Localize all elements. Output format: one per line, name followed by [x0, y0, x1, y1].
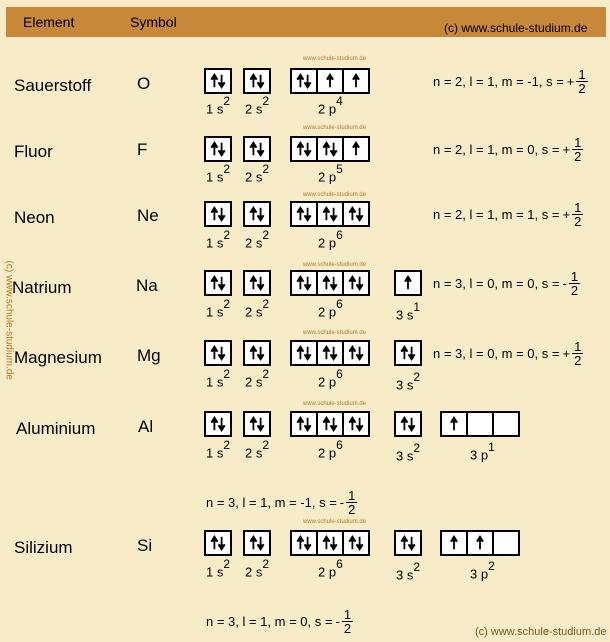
watermark: www.schule-studium.de — [303, 519, 367, 525]
orbital-2p-orbital-2 — [316, 201, 344, 227]
label-1s-text: 1 s — [206, 169, 224, 185]
spin-sign: - — [339, 495, 345, 510]
orbital-3s-orbital-1 — [394, 270, 422, 296]
orbital-3p-orbital-1 — [440, 411, 468, 437]
electron-pair-arrows-icon — [294, 72, 314, 90]
spin-numerator: 1 — [578, 67, 586, 82]
quantum-numbers-text: n = 2, l = 1, m = 0, s = — [433, 142, 560, 157]
spin-denominator: 2 — [570, 283, 579, 298]
label-3s-exponent: 2 — [413, 441, 421, 455]
label-3s-exponent: 2 — [413, 560, 421, 574]
label-1s-text: 1 s — [206, 304, 224, 320]
label-3p — [470, 559, 495, 582]
orbital-3p-orbital-1 — [440, 530, 468, 556]
electron-pair-arrows-icon — [208, 534, 228, 552]
label-2p — [318, 228, 343, 251]
orbital-2s — [243, 411, 271, 437]
spin-numerator: 1 — [348, 488, 356, 503]
orbital-1s-orbital-1 — [204, 136, 232, 162]
label-2s — [245, 438, 270, 461]
header-copyright: (c) www.schule-studium.de — [444, 21, 588, 35]
label-2p-text: 2 p — [318, 564, 337, 580]
electron-pair-arrows-icon — [208, 72, 228, 90]
quantum-numbers-text: n = 3, l = 1, m = 0, s = — [206, 614, 333, 629]
orbital-2p-orbital-1 — [290, 530, 318, 556]
quantum-numbers — [433, 201, 583, 228]
label-1s — [206, 94, 231, 117]
orbital-2s-orbital-1 — [243, 136, 271, 162]
orbital-1s-orbital-1 — [204, 201, 232, 227]
label-2s — [245, 94, 270, 117]
label-3s-exponent: 1 — [413, 300, 421, 314]
orbital-2s-orbital-1 — [243, 411, 271, 437]
watermark: www.schule-studium.de — [303, 330, 367, 336]
label-2p-text: 2 p — [318, 101, 337, 117]
orbital-3p — [440, 411, 520, 437]
label-2p-exponent: 6 — [336, 557, 343, 571]
element-name: Aluminium — [16, 419, 96, 438]
electron-pair-arrows-icon — [320, 534, 340, 552]
label-1s-text: 1 s — [206, 445, 224, 461]
electron-pair-arrows-icon — [346, 534, 366, 552]
label-2s-text: 2 s — [245, 169, 263, 185]
orbital-2p — [290, 68, 370, 94]
electron-pair-arrows-icon — [208, 415, 228, 433]
table-header — [6, 7, 606, 37]
orbital-1s-orbital-1 — [204, 340, 232, 366]
label-2p — [318, 367, 343, 390]
label-2p-exponent: 4 — [336, 94, 343, 108]
orbital-2p-orbital-2 — [316, 68, 344, 94]
orbital-1s — [204, 530, 232, 556]
spin-denominator: 2 — [343, 621, 352, 636]
orbital-1s — [204, 201, 232, 227]
electron-pair-arrows-icon — [398, 415, 418, 433]
quantum-numbers — [433, 270, 580, 297]
spin-fraction — [576, 68, 587, 95]
label-1s-exponent: 2 — [223, 94, 231, 108]
label-1s-exponent: 2 — [223, 438, 231, 452]
element-name: Magnesium — [14, 348, 102, 367]
orbital-2p-orbital-3 — [342, 201, 370, 227]
orbital-2s-orbital-1 — [243, 68, 271, 94]
label-2s-exponent: 2 — [262, 367, 270, 381]
label-3s-text: 3 s — [396, 307, 414, 323]
orbital-3s-orbital-1 — [394, 411, 422, 437]
electron-pair-arrows-icon — [346, 344, 366, 362]
orbital-2p — [290, 340, 370, 366]
orbital-2p — [290, 530, 370, 556]
quantum-numbers — [206, 489, 357, 516]
element-symbol: Na — [136, 276, 158, 295]
spin-denominator: 2 — [574, 214, 582, 229]
label-1s-text: 1 s — [206, 101, 224, 117]
spin-fraction — [342, 608, 353, 635]
label-1s-exponent: 2 — [223, 367, 231, 381]
electron-pair-arrows-icon — [346, 205, 366, 223]
label-2s-exponent: 2 — [262, 438, 270, 452]
electron-up-arrow-icon — [444, 415, 464, 433]
label-2p-text: 2 p — [318, 374, 337, 390]
label-3p-exponent: 2 — [488, 559, 495, 573]
spin-sign: + — [562, 142, 571, 157]
label-2p-exponent: 6 — [336, 438, 343, 452]
orbital-3s-orbital-1 — [394, 340, 422, 366]
label-1s — [206, 438, 231, 461]
element-name: Fluor — [14, 142, 53, 161]
orbital-2s — [243, 530, 271, 556]
label-3p — [470, 440, 495, 463]
orbital-2s — [243, 340, 271, 366]
orbital-3s-orbital-1 — [394, 530, 422, 556]
element-name: Natrium — [12, 278, 72, 297]
orbital-1s — [204, 136, 232, 162]
element-symbol: Mg — [137, 346, 161, 365]
label-1s — [206, 557, 231, 580]
watermark: www.schule-studium.de — [303, 56, 367, 62]
electron-up-arrow-icon — [398, 274, 418, 292]
label-2p-text: 2 p — [318, 304, 337, 320]
label-1s — [206, 297, 231, 320]
element-symbol: F — [137, 140, 148, 159]
electron-up-arrow-icon — [444, 534, 464, 552]
orbital-3s — [394, 340, 422, 366]
label-3p-text: 3 p — [470, 447, 489, 463]
spin-sign: + — [566, 74, 575, 89]
element-symbol: Al — [138, 417, 154, 436]
electron-pair-arrows-icon — [247, 344, 267, 362]
orbital-3p-orbital-2 — [466, 530, 494, 556]
orbital-1s-orbital-1 — [204, 411, 232, 437]
orbital-2p-orbital-2 — [316, 340, 344, 366]
label-2p-exponent: 6 — [336, 228, 343, 242]
electron-up-arrow-icon — [346, 72, 366, 90]
label-2p — [318, 557, 343, 580]
spin-fraction — [346, 489, 357, 516]
label-1s-text: 1 s — [206, 564, 224, 580]
label-2s-exponent: 2 — [262, 94, 270, 108]
orbital-2p-orbital-1 — [290, 340, 318, 366]
label-2s-exponent: 2 — [262, 228, 270, 242]
orbital-2s-orbital-1 — [243, 530, 271, 556]
label-2s-text: 2 s — [245, 235, 263, 251]
label-2s-text: 2 s — [245, 564, 263, 580]
spin-sign: - — [335, 614, 340, 629]
quantum-numbers — [433, 68, 588, 95]
quantum-numbers — [206, 608, 353, 635]
label-2p — [318, 438, 343, 461]
label-2p — [318, 94, 343, 117]
electron-up-arrow-icon — [320, 72, 340, 90]
orbital-2s-orbital-1 — [243, 340, 271, 366]
electron-pair-arrows-icon — [398, 344, 418, 362]
orbital-2p-orbital-1 — [290, 68, 318, 94]
watermark: www.schule-studium.de — [303, 125, 367, 131]
electron-pair-arrows-icon — [208, 344, 228, 362]
electron-pair-arrows-icon — [320, 344, 340, 362]
label-2s-exponent: 2 — [262, 162, 270, 176]
orbital-2p-orbital-2 — [316, 270, 344, 296]
spin-fraction — [572, 201, 583, 228]
element-name: Neon — [14, 208, 55, 227]
electron-pair-arrows-icon — [247, 140, 267, 158]
label-2p — [318, 297, 343, 320]
spin-numerator: 1 — [574, 339, 582, 354]
spin-sign: + — [562, 207, 571, 222]
orbital-2p-orbital-1 — [290, 411, 318, 437]
orbital-3p-orbital-3 — [492, 530, 520, 556]
label-1s — [206, 228, 231, 251]
spin-sign: - — [562, 276, 567, 291]
spin-fraction — [569, 270, 580, 297]
orbital-2p-orbital-3 — [342, 340, 370, 366]
orbital-2p-orbital-1 — [290, 201, 318, 227]
element-symbol: O — [137, 74, 151, 93]
side-watermark: (c) www.schule-studium.de — [3, 260, 15, 380]
electron-pair-arrows-icon — [247, 534, 267, 552]
label-2p-exponent: 5 — [336, 162, 343, 176]
label-2s — [245, 297, 270, 320]
label-1s — [206, 367, 231, 390]
spin-numerator: 1 — [574, 200, 582, 215]
electron-pair-arrows-icon — [320, 205, 340, 223]
element-symbol: Si — [137, 536, 153, 555]
label-2s-text: 2 s — [245, 101, 263, 117]
label-1s — [206, 162, 231, 185]
orbital-2s-orbital-1 — [243, 270, 271, 296]
label-3s-exponent: 2 — [413, 370, 421, 384]
orbital-1s — [204, 411, 232, 437]
label-2s-exponent: 2 — [262, 297, 270, 311]
orbital-2p-orbital-3 — [342, 136, 370, 162]
label-2s-text: 2 s — [245, 374, 263, 390]
orbital-2p-orbital-2 — [316, 411, 344, 437]
electron-up-arrow-icon — [346, 140, 366, 158]
spin-numerator: 1 — [574, 135, 582, 150]
orbital-2s — [243, 68, 271, 94]
electron-pair-arrows-icon — [208, 205, 228, 223]
spin-fraction — [572, 340, 583, 367]
watermark: www.schule-studium.de — [303, 401, 367, 407]
column-header-element: Element — [23, 14, 75, 30]
electron-pair-arrows-icon — [294, 205, 314, 223]
orbital-1s-orbital-1 — [204, 68, 232, 94]
electron-pair-arrows-icon — [346, 415, 366, 433]
electron-pair-arrows-icon — [208, 274, 228, 292]
electron-pair-arrows-icon — [294, 415, 314, 433]
element-name: Silizium — [14, 538, 73, 557]
label-3s-text: 3 s — [396, 567, 414, 583]
quantum-numbers-text: n = 3, l = 0, m = 0, s = — [433, 346, 560, 361]
electron-pair-arrows-icon — [247, 415, 267, 433]
orbital-3s — [394, 270, 422, 296]
label-3s — [396, 560, 421, 583]
quantum-numbers-text: n = 2, l = 1, m = -1, s = — [433, 74, 564, 89]
orbital-2p — [290, 201, 370, 227]
orbital-2s — [243, 270, 271, 296]
electron-pair-arrows-icon — [247, 205, 267, 223]
orbital-2p-orbital-3 — [342, 68, 370, 94]
spin-numerator: 1 — [570, 269, 579, 284]
element-name: Sauerstoff — [14, 76, 92, 95]
spin-denominator: 2 — [574, 149, 582, 164]
electron-pair-arrows-icon — [294, 344, 314, 362]
label-3s — [396, 370, 421, 393]
label-2s-text: 2 s — [245, 445, 263, 461]
spin-numerator: 1 — [343, 607, 352, 622]
label-2s — [245, 228, 270, 251]
quantum-numbers-text: n = 2, l = 1, m = 1, s = — [433, 207, 560, 222]
orbital-1s — [204, 340, 232, 366]
orbital-3p-orbital-2 — [466, 411, 494, 437]
orbital-2s — [243, 201, 271, 227]
orbital-2p-orbital-1 — [290, 270, 318, 296]
label-2p-exponent: 6 — [336, 367, 343, 381]
label-1s-exponent: 2 — [223, 297, 231, 311]
spin-denominator: 2 — [348, 502, 356, 517]
orbital-2p — [290, 411, 370, 437]
label-3s — [396, 300, 421, 323]
label-2p-text: 2 p — [318, 169, 337, 185]
label-2s-text: 2 s — [245, 304, 263, 320]
orbital-3p-orbital-3 — [492, 411, 520, 437]
label-2s-exponent: 2 — [262, 557, 270, 571]
column-header-symbol: Symbol — [130, 14, 177, 30]
label-2p-exponent: 6 — [336, 297, 343, 311]
quantum-numbers-text: n = 3, l = 1, m = -1, s = — [206, 495, 337, 510]
electron-pair-arrows-icon — [208, 140, 228, 158]
label-3s-text: 3 s — [396, 377, 414, 393]
label-2p-text: 2 p — [318, 235, 337, 251]
label-2p-text: 2 p — [318, 445, 337, 461]
orbital-2p-orbital-3 — [342, 270, 370, 296]
quantum-numbers — [433, 136, 583, 163]
electron-pair-arrows-icon — [320, 274, 340, 292]
element-symbol: Ne — [137, 206, 159, 225]
orbital-3s — [394, 411, 422, 437]
orbital-2p — [290, 136, 370, 162]
orbital-1s-orbital-1 — [204, 530, 232, 556]
watermark: www.schule-studium.de — [303, 192, 367, 198]
label-1s-exponent: 2 — [223, 162, 231, 176]
orbital-2p-orbital-2 — [316, 136, 344, 162]
spin-sign: + — [562, 346, 571, 361]
electron-pair-arrows-icon — [320, 140, 340, 158]
orbital-3s — [394, 530, 422, 556]
orbital-2p-orbital-2 — [316, 530, 344, 556]
electron-pair-arrows-icon — [247, 274, 267, 292]
orbital-2p-orbital-3 — [342, 411, 370, 437]
label-3p-text: 3 p — [470, 566, 489, 582]
spin-fraction — [572, 136, 583, 163]
electron-pair-arrows-icon — [346, 274, 366, 292]
quantum-numbers — [433, 340, 583, 367]
label-1s-text: 1 s — [206, 374, 224, 390]
label-2s — [245, 557, 270, 580]
orbital-2p-orbital-3 — [342, 530, 370, 556]
orbital-2s — [243, 136, 271, 162]
electron-pair-arrows-icon — [247, 72, 267, 90]
label-2p — [318, 162, 343, 185]
label-2s — [245, 367, 270, 390]
label-2s — [245, 162, 270, 185]
label-1s-exponent: 2 — [223, 228, 231, 242]
electron-up-arrow-icon — [470, 534, 490, 552]
label-1s-text: 1 s — [206, 235, 224, 251]
quantum-numbers-text: n = 3, l = 0, m = 0, s = — [433, 276, 560, 291]
spin-denominator: 2 — [574, 353, 582, 368]
electron-pair-arrows-icon — [294, 534, 314, 552]
electron-pair-arrows-icon — [294, 140, 314, 158]
orbital-2p — [290, 270, 370, 296]
label-3p-exponent: 1 — [488, 440, 495, 454]
footer-copyright: (c) www.schule-studium.de — [475, 626, 607, 638]
spin-denominator: 2 — [578, 81, 586, 96]
electron-pair-arrows-icon — [398, 534, 418, 552]
label-3s — [396, 441, 421, 464]
label-3s-text: 3 s — [396, 448, 414, 464]
orbital-2p-orbital-1 — [290, 136, 318, 162]
orbital-1s — [204, 270, 232, 296]
orbital-1s — [204, 68, 232, 94]
orbital-1s-orbital-1 — [204, 270, 232, 296]
label-1s-exponent: 2 — [223, 557, 231, 571]
electron-pair-arrows-icon — [320, 415, 340, 433]
electron-pair-arrows-icon — [294, 274, 314, 292]
orbital-3p — [440, 530, 520, 556]
orbital-2s-orbital-1 — [243, 201, 271, 227]
watermark: www.schule-studium.de — [303, 262, 367, 268]
